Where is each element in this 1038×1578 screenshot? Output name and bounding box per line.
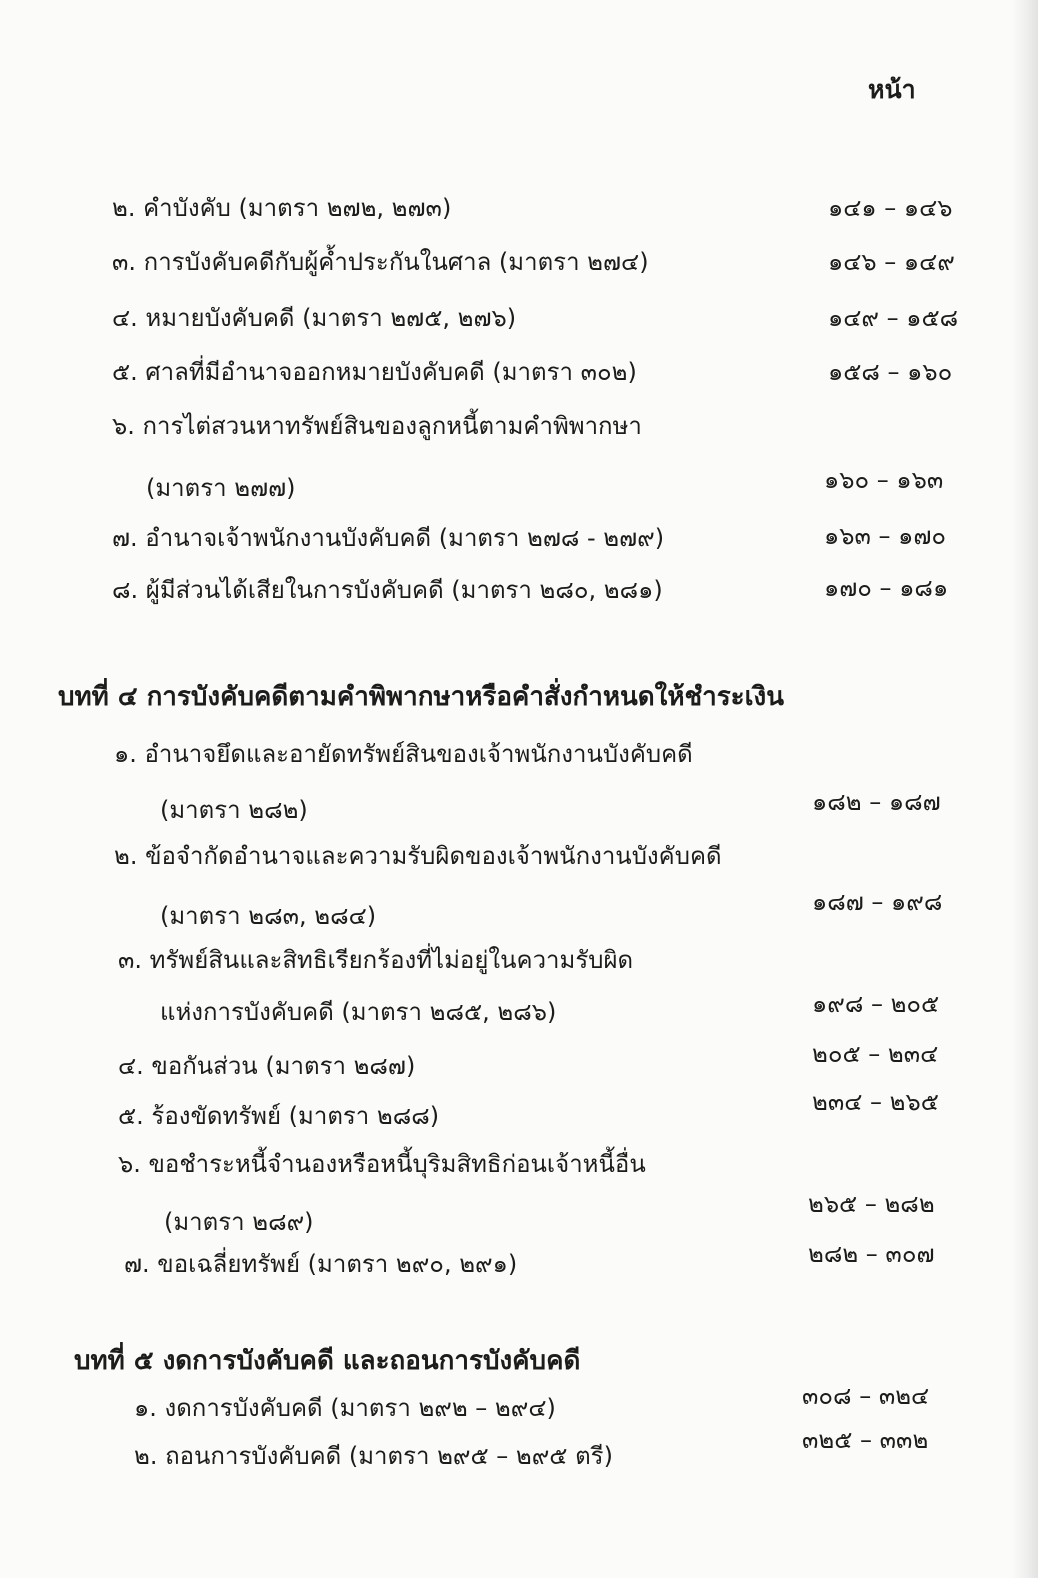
toc-entry-pages: ๑๕๘ – ๑๖๐ [828, 358, 953, 386]
toc-entry-pages: ๑๖๐ – ๑๖๓ [824, 466, 944, 494]
toc-entry-text: ๑. อำนาจยึดและอายัดทรัพย์สินของเจ้าพนักงานบังคับคดี [114, 740, 693, 768]
toc-entry-text: ๔. หมายบังคับคดี (มาตรา ๒๗๕, ๒๗๖) [112, 304, 517, 332]
toc-entry-text: ๒. คำบังคับ (มาตรา ๒๗๒, ๒๗๓) [112, 194, 452, 222]
toc-entry-text: ๕. ร้องขัดทรัพย์ (มาตรา ๒๘๘) [118, 1102, 440, 1130]
toc-entry-pages: ๒๘๒ – ๓๐๗ [808, 1240, 935, 1268]
toc-entry-pages: ๑๔๖ – ๑๔๙ [828, 248, 955, 276]
toc-entry-text: ๒. ถอนการบังคับคดี (มาตรา ๒๙๕ – ๒๙๕ ตรี) [134, 1442, 613, 1470]
toc-entry-text: ๓. ทรัพย์สินและสิทธิเรียกร้องที่ไม่อยู่ในความรับผิด [118, 946, 634, 974]
toc-entry-pages: ๑๖๓ – ๑๗๐ [824, 522, 947, 550]
toc-entry-pages: ๓๐๘ – ๓๒๔ [802, 1382, 930, 1410]
toc-entry-text: ๓. การบังคับคดีกับผู้ค้ำประกันในศาล (มาตรา ๒๗๔) [112, 248, 649, 276]
chapter-heading: บทที่ ๕ งดการบังคับคดี และถอนการบังคับคดี [74, 1346, 581, 1376]
toc-entry-pages: ๑๘๗ – ๑๙๘ [812, 888, 943, 916]
toc-entry-text: ๗. ขอเฉลี่ยทรัพย์ (มาตรา ๒๙๐, ๒๙๑) [124, 1250, 518, 1278]
toc-entry-pages: ๓๒๕ – ๓๓๒ [802, 1426, 929, 1454]
toc-entry-pages: ๑๗๐ – ๑๘๑ [824, 574, 949, 602]
toc-entry-pages: ๑๙๘ – ๒๐๕ [812, 990, 940, 1018]
toc-entry-text: ๘. ผู้มีส่วนได้เสียในการบังคับคดี (มาตรา ๒๘๐, ๒๘๑) [112, 576, 663, 604]
toc-entry-pages: ๑๘๒ – ๑๘๗ [812, 788, 941, 816]
toc-entry-text-continued: (มาตรา ๒๘๒) [160, 796, 308, 824]
chapter-heading: บทที่ ๔ การบังคับคดีตามคำพิพากษาหรือคำสั่งกำหนดให้ชำระเงิน [58, 682, 784, 712]
toc-entry-text: ๖. การไต่สวนหาทรัพย์สินของลูกหนี้ตามคำพิพากษา [112, 412, 642, 440]
toc-entry-pages: ๒๖๕ – ๒๘๒ [808, 1190, 935, 1218]
toc-entry-text: ๔. ขอกันส่วน (มาตรา ๒๘๗) [118, 1052, 416, 1080]
toc-entry-text: ๑. งดการบังคับคดี (มาตรา ๒๙๒ – ๒๙๔) [134, 1394, 556, 1422]
page-column-heading: หน้า [868, 75, 916, 104]
toc-entry-text-continued: (มาตรา ๒๘๙) [164, 1208, 314, 1236]
page-edge-shadow [1012, 0, 1038, 1578]
toc-entry-text-continued: (มาตรา ๒๗๗) [146, 474, 296, 502]
toc-entry-text-continued: (มาตรา ๒๘๓, ๒๘๔) [160, 902, 377, 930]
toc-entry-text: ๗. อำนาจเจ้าพนักงานบังคับคดี (มาตรา ๒๗๘ - ๒๗๙) [112, 524, 665, 552]
toc-entry-text: ๒. ข้อจำกัดอำนาจและความรับผิดของเจ้าพนักงานบังคับคดี [114, 842, 722, 870]
toc-entry-text: ๕. ศาลที่มีอำนาจออกหมายบังคับคดี (มาตรา ๓๐๒) [112, 358, 637, 386]
toc-entry-pages: ๒๐๕ – ๒๓๔ [812, 1040, 939, 1068]
toc-entry-text-continued: แห่งการบังคับคดี (มาตรา ๒๘๕, ๒๘๖) [160, 998, 557, 1026]
toc-entry-pages: ๑๔๙ – ๑๕๘ [828, 304, 959, 332]
toc-entry-pages: ๒๓๔ – ๒๖๕ [812, 1088, 939, 1116]
toc-entry-text: ๖. ขอชำระหนี้จำนองหรือหนี้บุริมสิทธิก่อนเจ้าหนี้อื่น [118, 1150, 646, 1178]
toc-entry-pages: ๑๔๑ – ๑๔๖ [828, 194, 953, 222]
